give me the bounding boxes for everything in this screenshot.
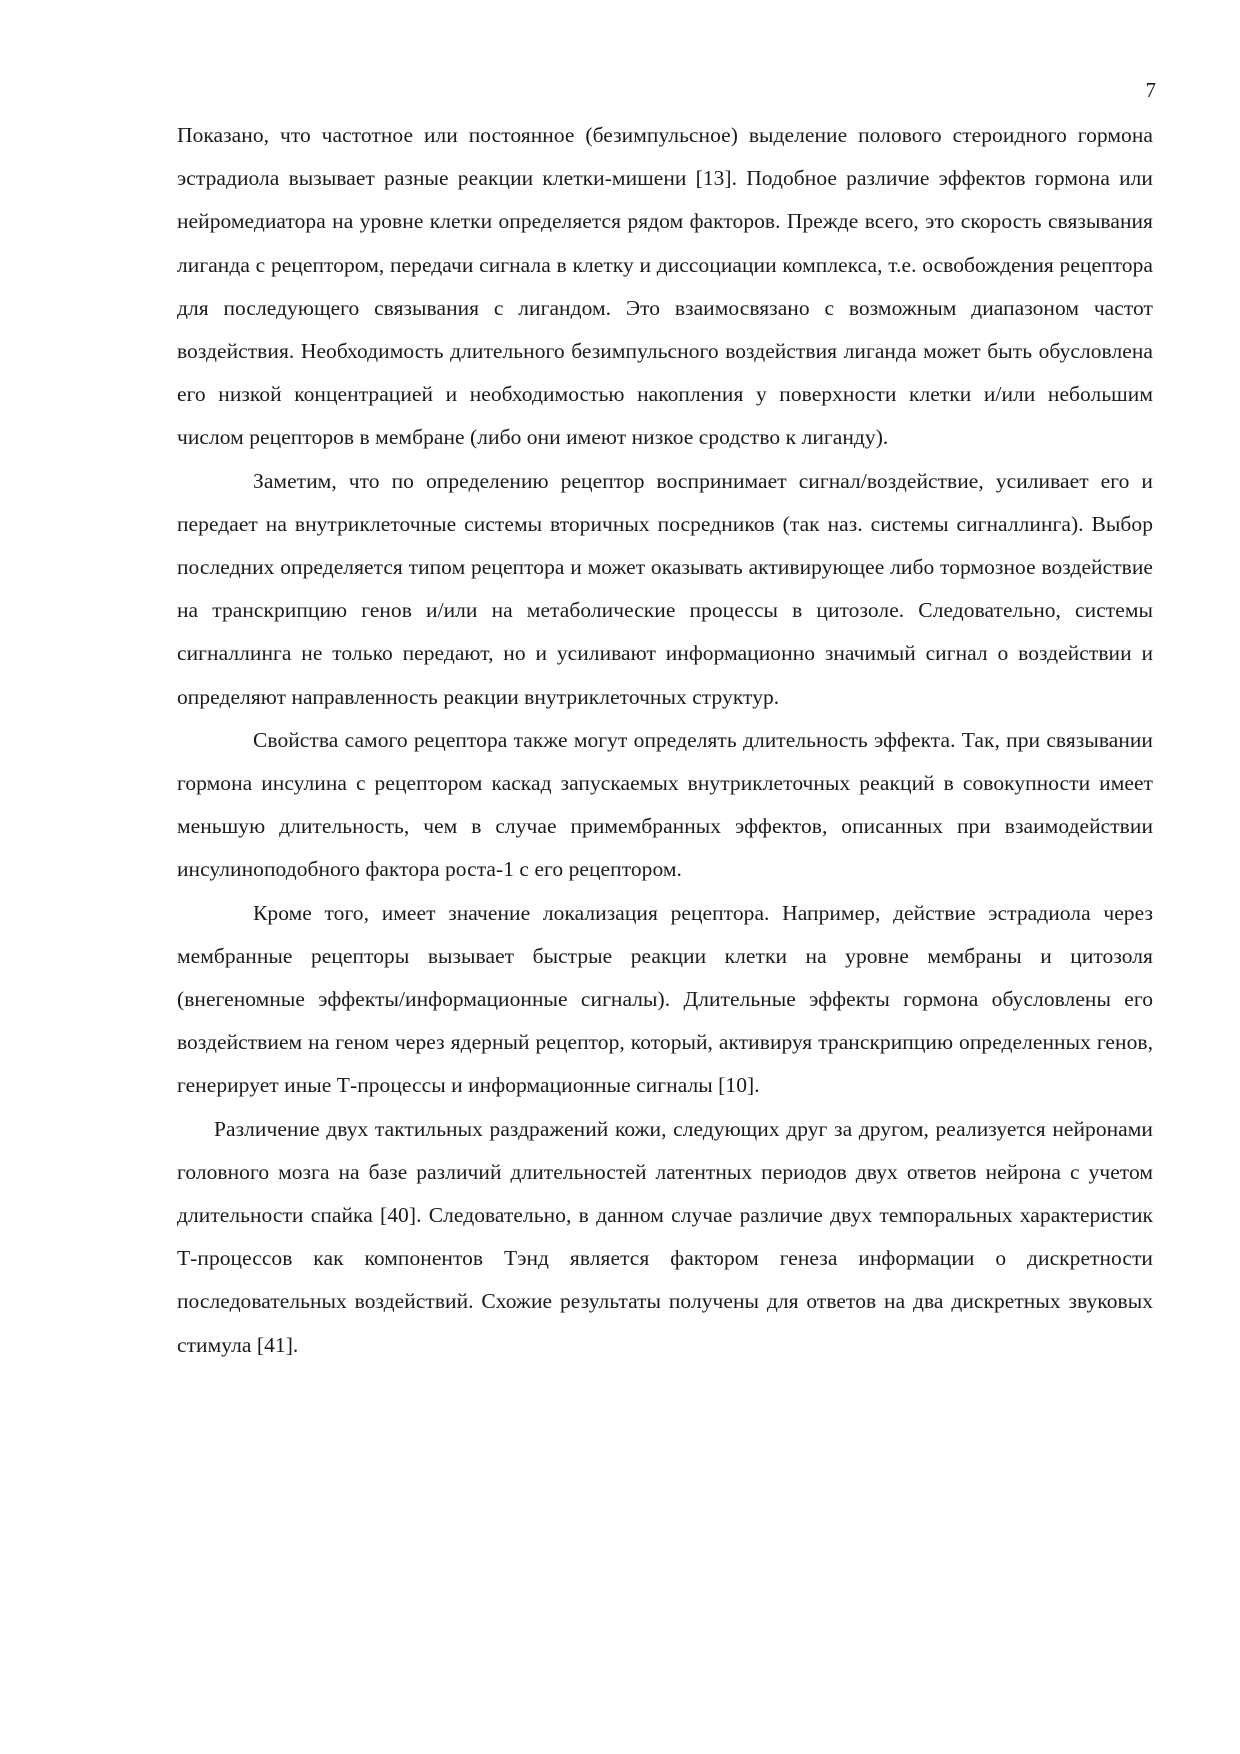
paragraph: Различение двух тактильных раздражений кожи, следующих друг за другом, реализуется нейронами головного мозга на базе различий длительностей латентных периодов двух ответов нейрона с учетом длительности спайка [40]. Следовательно, в данном случае различие двух темпоральных характеристик Т-процессов как компонентов Тэнд является фактором генеза информации о дискретности последовательных воздействий. Схожие результаты получены для ответов на два дискретных звуковых стимула [41]. [177,1116,1153,1357]
paragraph: Кроме того, имеет значение локализация рецептора. Например, действие эстрадиола через мембранные рецепторы вызывает быстрые реакции клетки на уровне мембраны и цитозоля (внегеномные эффекты/информационные сигналы). Длительные эффекты гормона обусловлены его воздействием на геном через ядерный рецептор, который, активируя транскрипцию определенных генов, генерирует иные Т-процессы и информационные сигналы [10]. [177,900,1153,1098]
paragraph: Заметим, что по определению рецептор воспринимает сигнал/воздействие, усиливает его и передает на внутриклеточные системы вторичных посредников (так наз. системы сигналлинга). Выбор последних определяется типом рецептора и может оказывать активирующее либо тормозное воздействие на транскрипцию генов и/или на метаболические процессы в цитозоле. Следовательно, системы сигналлинга не только передают, но и усиливают информационно значимый сигнал о воздействии и определяют направленность реакции внутриклеточных структур. [177,468,1153,709]
paragraph: Показано, что частотное или постоянное (безимпульсное) выделение полового стероидного гормона эстрадиола вызывает разные реакции клетки-мишени [13]. Подобное различие эффектов гормона или нейромедиатора на уровне клетки определяется рядом факторов. Прежде всего, это скорость связывания лиганда с рецептором, передачи сигнала в клетку и диссоциации комплекса, т.е. освобождения рецептора для последующего связывания с лигандом. Это взаимосвязано с возможным диапазоном частот воздействия. Необходимость длительного безимпульсного воздействия лиганда может быть обусловлена его низкой концентрацией и необходимостью накопления у поверхности клетки и/или небольшим числом рецепторов в мембране (либо они имеют низкое сродство к лиганду). [177,123,1153,450]
document-body [177,114,1153,1367]
paragraph: Свойства самого рецептора также могут определять длительность эффекта. Так, при связывании гормона инсулина с рецептором каскад запускаемых внутриклеточных реакций в совокупности имеет меньшую длительность, чем в случае примембранных эффектов, описанных при взаимодействии инсулиноподобного фактора роста-1 с его рецептором. [177,727,1153,882]
page-number: 7 [1145,78,1156,102]
